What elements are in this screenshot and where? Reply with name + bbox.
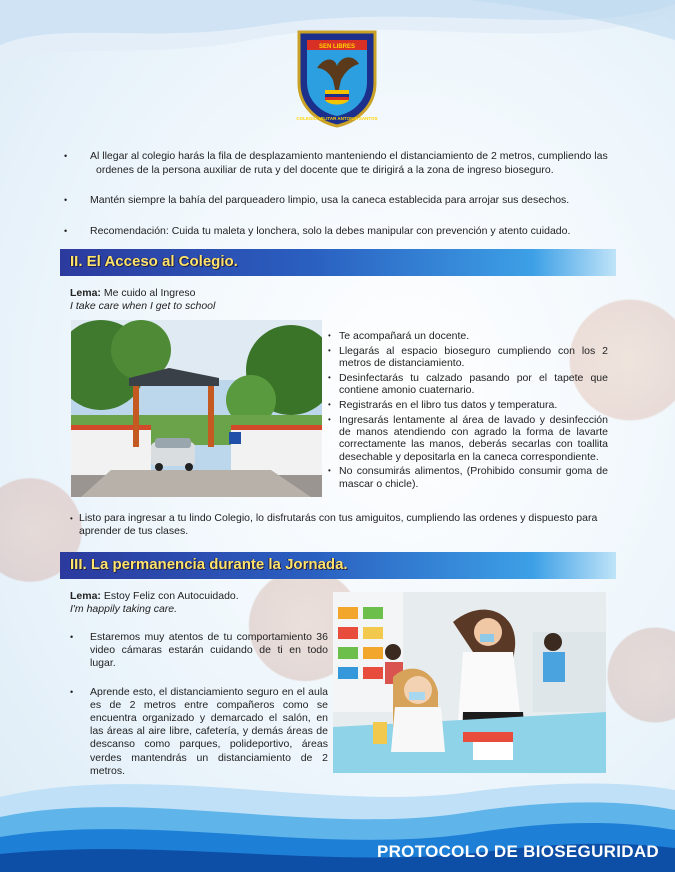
school-entrance-photo (71, 320, 322, 497)
intro-bullet: • Recomendación: Cuida tu maleta y lonchera, solo la debes manipular con prevención y atento cuidado. (70, 225, 610, 239)
access-step: • Ingresarás lentamente al área de lavado y desinfección de manos atendiendo con agrado la forma de lavarte correctamente las manos, deberás secarlas con toallita desechable y depositarla en la caneca correspondiente. (328, 414, 608, 463)
stay-rule: • Estaremos muy atentos de tu comportamiento 36 video cámaras estarán cuidando de ti en todo lugar. (70, 631, 328, 671)
intro-bullet: • Mantén siempre la bahía del parqueadero limpio, usa la caneca establecida para arrojar sus desechos. (70, 194, 610, 208)
access-step: • Llegarás al espacio bioseguro cumpliendo con los 2 metros de distanciamiento. (328, 345, 608, 370)
lema-spanish: Estoy Feliz con Autocuidado. (103, 590, 239, 602)
intro-bullet-list (70, 150, 610, 255)
crest-top-text: SEN LIBRES (318, 44, 356, 50)
intro-bullet: • Al llegar al colegio harás la fila de desplazamiento manteniendo el distanciamiento de 2 metros, cumpliendo las ordenes de la persona auxiliar de ruta y del docente que te dirigirá a la zona de ingreso bioseguro. (70, 150, 610, 177)
access-steps-list (328, 330, 608, 493)
stay-rule: • Aprende esto, el distanciamiento seguro en el aula es de 2 metros entre compañeros como se encuentra organizado y demarcado el salón, en las áreas al aire libre, cafetería, y demás áreas de descanso como parques, polideportivo, áreas verdes mantendrás un distanciamiento de 2 metros. (70, 686, 328, 778)
section-header-access (60, 249, 616, 276)
access-closing-text: • Listo para ingresar a tu lindo Colegio, lo disfrutarás con tus amiguitos, cumpliendo las ordenes y dispuesto para aprender de tus clases. (70, 512, 615, 538)
crest-ring-text: COLEGIO MILITAR ANTONIA SANTOS (296, 116, 378, 121)
lema-spanish: Me cuido al Ingreso (103, 287, 196, 299)
lema-english: I take care when I get to school (70, 300, 216, 312)
section-title: II. El Acceso al Colegio. (70, 253, 238, 270)
access-step: • Desinfectarás tu calzado pasando por el tapete que contiene amonio cuaternario. (328, 372, 608, 397)
lema-block-stay (70, 590, 239, 616)
access-closing (70, 512, 615, 538)
footer-title: PROTOCOLO DE BIOSEGURIDAD (376, 842, 659, 861)
access-step: • Registrarás en el libro tus datos y temperatura. (328, 399, 608, 411)
classroom-photo (333, 592, 606, 773)
access-step: • No consumirás alimentos, (Prohibido consumir goma de mascar o chicle). (328, 465, 608, 490)
section-header-stay (60, 552, 616, 579)
lema-english: I'm happily taking care. (70, 603, 178, 615)
lema-label: Lema: (70, 590, 101, 602)
stay-rules-list (70, 631, 328, 793)
section-title: III. La permanencia durante la Jornada. (70, 556, 348, 573)
school-crest-logo (295, 28, 379, 128)
access-step: • Te acompañará un docente. (328, 330, 608, 342)
lema-block-access (70, 287, 215, 313)
lema-label: Lema: (70, 287, 101, 299)
